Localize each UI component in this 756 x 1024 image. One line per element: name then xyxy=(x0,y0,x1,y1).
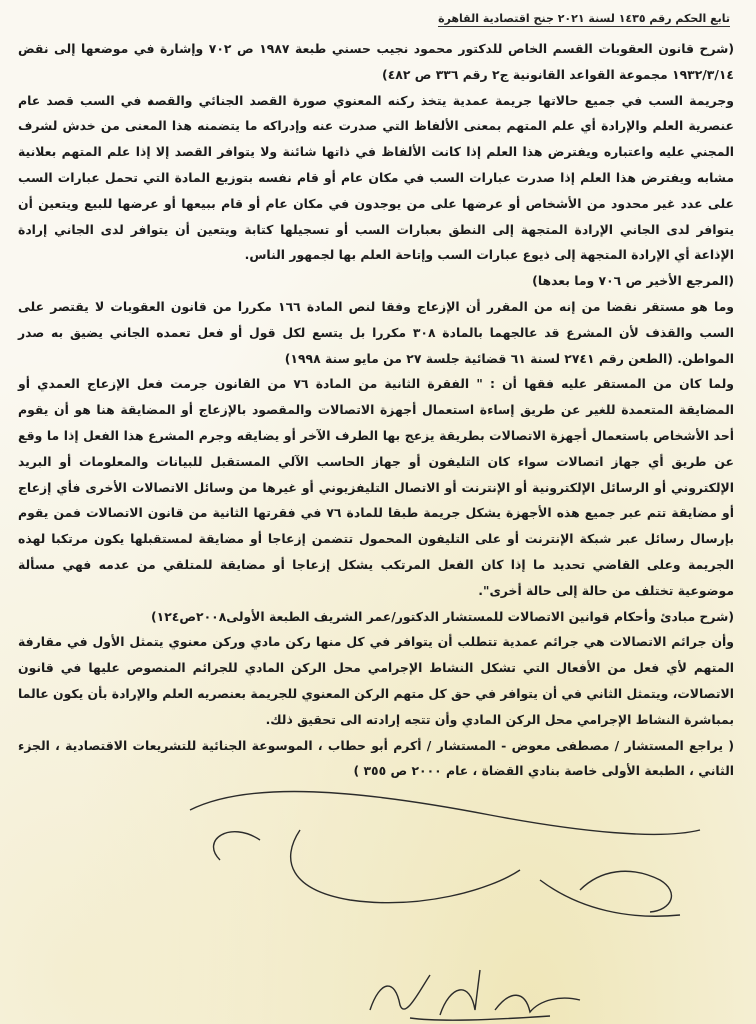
paragraph-5: ولما كان من المستقر عليه فقها أن : " الفقرة الثانية من المادة ٧٦ من القانون جرمت فعل الإزعاج العمدي أو المضايقة المتعمدة للغير عن طريق إساءة استعمال أجهزة الاتصالات والمقصود بالإزعاج أو المضايقة هنا هو أن يقوم أحد الأشخاص باستعمال أجهزة الاتصالات بطريقة يزعج بها الطرف الآخر أو يضايقه وجرم المشرع هذا الفعل إذا ما وقع عن طريق أي جهاز اتصالات سواء كان التليفون أو جهاز الحاسب الآلي المستقبل للبيانات والمعلومات أو البريد الإلكتروني أو الرسائل الإلكترونية أو الإنترنت أو الاتصال التليفزيوني أو غيرها من وسائل الاتصالات الأخرى فأي إزعاج أو مضايقة تتم عبر جميع هذه الأجهزة يشكل جريمة طبقا للمادة ٧٦ في فقرتها الثانية من قانون الاتصالات فمن يقوم بإرسال رسائل عبر شبكة الإنترنت أو على التليفون المحمول تتضمن إزعاجا أو مضايقة لمستقبلها يكون مرتكبا لهذه الجريمة وعلى القاضي تحديد ما إذا كان الفعل المرتكب يشكل إزعاجا أو مضايقة للمتلقي من عدمه فهي مسألة موضوعية تختلف من حالة إلى حالة أخرى". xyxy=(18,376,734,598)
case-header: تابع الحكم رقم ١٤٣٥ لسنة ٢٠٢١ جنح اقتصادية القاهرة xyxy=(438,12,730,25)
signature-bottom xyxy=(350,960,610,1024)
paragraph-6: (شرح مبادئ وأحكام قوانين الاتصالات للمستشار الدكتور/عمر الشريف الطبعة الأولى٢٠٠٨ص١٢٤) xyxy=(150,608,734,624)
paragraph-2: وجريمة السب في جميع حالاتها جريمة عمدية يتخذ ركنه المعنوي صورة القصد الجنائي والقصد في السب قصد عام عنصرية العلم والإرادة أي علم المتهم بمعنى الألفاظ التي صدرت عنه وإدراكه ما يتضمنه هذا المعنى من خدش لشرف المجني عليه واعتباره ويفترض هذا العلم إذا كانت الألفاظ في ذاتها شائنة ولا يتوافر القصد إلا إذا علم المتهم بعلانية مشابه ويفترض هذا العلم إذا صدرت عبارات السب في مكان عام أو قام نفسه بتوزيع المادة التي تحمل عبارات السب على عدد غير محدود من الأشخاص أو عرضها على من يوجدون في مكان عام أو قام ببيعها أو عرضها للبيع ويتعين أن يتوافر لدى الجاني الإرادة المتجهة إلى النطق بعبارات السب أو تسجيلها كتابة ويتعين أن يتوافر لدى الجاني إرادة الإذاعة أي الإرادة المتجهة إلى ذيوع عبارات السب وإتاحة العلم بها لجمهور الناس. xyxy=(18,92,734,263)
paragraph-3: (المرجع الأخير ص ٧٠٦ وما بعدها) xyxy=(532,273,734,289)
paragraph-7: وأن جرائم الاتصالات هي جرائم عمدية تتطلب أن يتوافر في كل منها ركن مادي وركن معنوي يتمثل الأول في مقارفة المتهم لأي فعل من الأفعال التي تشكل النشاط الإجرامي محل الركن المادي للجرائم المنصوص عليها في قانون الاتصالات، ويتمثل الثاني في أن يتوافر في حق كل متهم الركن المعنوي للجريمة بعنصريه العلم والإرادة بأن يكون عالما بمباشرة النشاط الإجرامي محل الركن المادي وأن تتجه إرادته الى تحقيق ذلك. xyxy=(18,634,734,727)
paragraph-4: وما هو مستقر نقضا من إنه من المقرر أن الإزعاج وفقا لنص المادة ١٦٦ مكررا من قانون العقوبات لا يقتصر على السب والقذف لأن المشرع قد عالجهما بالمادة ٣٠٨ مكررا بل يتسع لكل قول أو فعل تعمده الجاني يضيق به صدر المواطن. (الطعن رقم ٢٧٤١ لسنة ٦١ قضائية جلسة ٢٧ من مايو سنة ١٩٩٨) xyxy=(18,298,734,366)
paragraph-1: (شرح قانون العقوبات القسم الخاص للدكتور محمود نجيب حسني طبعة ١٩٨٧ ص ٧٠٢ وإشارة في موضعها إلى نقض ١٩٣٢/٣/١٤ مجموعة القواعد القانونية ج٢ رقم ٣٣٦ ص ٤٨٢) xyxy=(18,41,735,82)
signature-scribble-large xyxy=(160,770,720,940)
document-body xyxy=(18,36,734,784)
paragraph-8: ( يراجع المستشار / مصطفى معوض - المستشار / أكرم أبو حطاب ، الموسوعة الجنائية للتشريعات الاقتصادية ، الجزء الثاني ، الطبعة الأولى خاصة بنادي القضاة ، عام ٢٠٠٠ ص ٣٥٥ ) xyxy=(18,737,734,779)
